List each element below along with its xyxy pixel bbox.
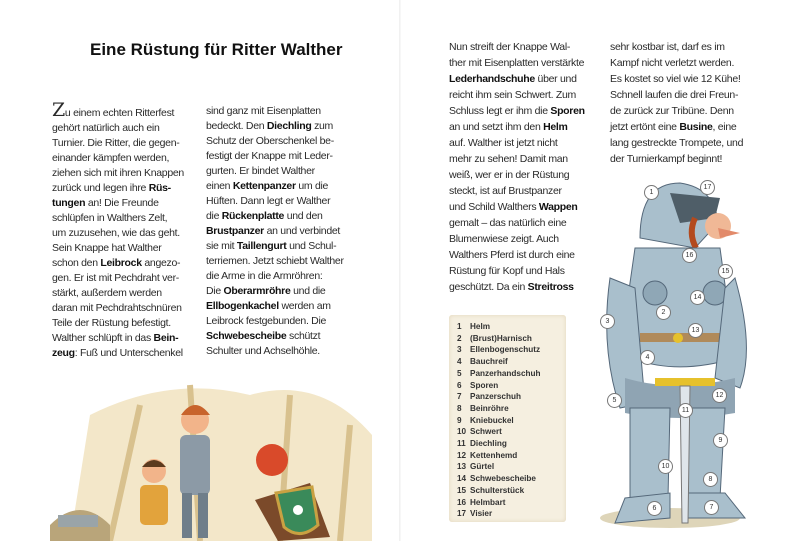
text-line [206, 344, 344, 359]
text-segment: Es kostet so viel wie 12 Kühe! [610, 73, 741, 85]
text-line [52, 196, 184, 211]
text-segment: schon den [52, 257, 101, 269]
legend-number: 3 [457, 345, 462, 355]
text-line [610, 151, 743, 167]
text-segment: u einem echten Ritterfest [64, 107, 175, 119]
legend-item [457, 426, 566, 438]
callout-number: 6 [647, 501, 662, 516]
legend-label: Schwebescheibe [470, 474, 536, 484]
text-line [52, 136, 184, 151]
callout-number: 1 [644, 185, 659, 200]
text-segment: werden am [278, 300, 331, 312]
bold-term: Helm [543, 121, 568, 133]
callout-number: 10 [658, 459, 673, 474]
text-line [52, 316, 184, 331]
text-segment: geschützt. Da ein [449, 281, 528, 293]
armor-parts-legend [449, 315, 566, 522]
text-line [610, 71, 743, 87]
legend-number: 4 [457, 357, 462, 367]
legend-label: Bauchreif [470, 357, 508, 367]
text-line [52, 99, 184, 121]
text-line [206, 314, 344, 329]
legend-item [457, 333, 566, 345]
text-line [206, 164, 344, 179]
bold-term: Leibrock [100, 257, 142, 269]
callout-number: 4 [640, 350, 655, 365]
legend-number: 1 [457, 322, 462, 331]
bold-term: Diechling [266, 120, 312, 132]
bold-term: Lederhandschuhe [449, 73, 535, 85]
text-line [449, 151, 585, 167]
text-segment: Blumenwiese zeigt. Auch [449, 233, 559, 245]
text-segment: die Arme in die Armröhren: [206, 270, 323, 282]
text-segment: mehr zu sehen! Damit man [449, 153, 568, 165]
bold-term: Streitross [527, 281, 574, 293]
text-line [52, 331, 184, 346]
text-segment: bedeckt. Den [206, 120, 267, 132]
text-segment: der Turnierkampf beginnt! [610, 153, 723, 165]
text-line [206, 194, 344, 209]
text-line [52, 121, 184, 136]
text-line [52, 256, 184, 271]
bold-term: Rüs- [148, 182, 171, 194]
text-segment: Schutz der Oberschenkel be- [206, 135, 334, 147]
legend-number: 8 [457, 403, 462, 413]
text-line [610, 55, 743, 71]
text-line [449, 87, 585, 103]
text-segment: zurück und legen ihre [52, 182, 149, 194]
text-segment: terriemen. Jetzt schiebt Walther [206, 255, 344, 267]
text-line [206, 269, 344, 284]
text-line [206, 134, 344, 149]
text-line [206, 239, 344, 254]
text-segment: Sein Knappe hat Walther [52, 242, 162, 254]
legend-item [457, 497, 566, 509]
legend-number: 12 [457, 450, 467, 460]
legend-label: Beinröhre [470, 403, 509, 413]
text-line [449, 231, 585, 247]
legend-number: 6 [457, 380, 462, 390]
text-segment: und Schild Walthers [449, 201, 539, 213]
text-line [52, 301, 184, 316]
legend-label: Panzerschuh [470, 392, 521, 402]
legend-item [457, 368, 566, 380]
text-line [206, 299, 344, 314]
callout-number: 3 [600, 314, 615, 329]
text-line [52, 166, 184, 181]
legend-item [457, 473, 566, 485]
text-segment: Die [206, 285, 224, 297]
text-segment: und den [284, 210, 323, 222]
text-line [449, 71, 585, 87]
legend-label: Kniebuckel [470, 415, 514, 425]
text-segment: angezo- [141, 257, 181, 269]
text-segment: um zuzusehen, wie das geht. [52, 227, 180, 239]
text-line [610, 87, 743, 103]
text-segment: Leibrock festgebunden. Die [206, 315, 327, 327]
page-gutter [399, 0, 401, 541]
text-line [449, 103, 585, 119]
callout-number: 15 [718, 264, 733, 279]
text-line [449, 199, 585, 215]
page-title: Eine Rüstung für Ritter Walther [90, 40, 343, 59]
legend-item [457, 438, 566, 450]
text-line [449, 279, 585, 295]
text-segment: sie mit [206, 240, 237, 252]
legend-number: 11 [457, 439, 466, 449]
text-line [52, 181, 184, 196]
legend-label: Helm [470, 322, 491, 331]
text-segment: einander kämpfen werden, [52, 152, 170, 164]
text-line [52, 241, 184, 256]
text-segment: auf. Walther ist jetzt nicht [449, 137, 558, 149]
callout-number: 2 [656, 305, 671, 320]
text-segment: gen. Er ist mit Pechdraht ver- [52, 272, 179, 284]
legend-item [457, 344, 566, 356]
legend-label: Visier [470, 509, 493, 519]
legend-item [457, 403, 566, 415]
bold-term: Rückenplatte [221, 210, 285, 222]
text-segment: zum [311, 120, 334, 132]
text-line [610, 119, 743, 135]
text-column-4 [610, 39, 743, 167]
text-segment: über und [534, 73, 577, 85]
legend-item [457, 508, 566, 520]
text-line [52, 271, 184, 286]
callout-number: 5 [607, 393, 622, 408]
legend-label: (Brust)Harnisch [470, 333, 532, 343]
text-segment: gehört natürlich auch ein [52, 122, 160, 134]
legend-label: Schulterstück [470, 485, 525, 495]
legend-item [457, 415, 566, 427]
bold-term: Kettenpanzer [232, 180, 296, 192]
text-segment: Rüstung für Kopf und Hals [449, 265, 565, 277]
legend-number: 10 [457, 427, 467, 437]
drop-cap: Z [52, 99, 65, 121]
legend-item [457, 391, 566, 403]
text-segment: und die [290, 285, 326, 297]
text-line [206, 254, 344, 269]
text-line [52, 286, 184, 301]
legend-item [457, 461, 566, 473]
text-segment: Hüften. Dann legt er Walther [206, 195, 331, 207]
callout-number: 11 [678, 403, 693, 418]
legend-label: Schwert [470, 427, 502, 437]
text-segment: Schnell laufen die drei Freun- [610, 89, 739, 101]
text-segment: Kampf nicht verletzt werden. [610, 57, 735, 69]
text-line [449, 247, 585, 263]
text-line [610, 39, 743, 55]
legend-item [457, 485, 566, 497]
text-segment: die [206, 210, 222, 222]
legend-number: 16 [457, 497, 467, 507]
bold-term: Sporen [550, 105, 585, 117]
text-segment: Walthers Pferd ist durch eine [449, 249, 575, 261]
text-column-3 [449, 39, 585, 295]
text-line [449, 215, 585, 231]
text-line [52, 211, 184, 226]
text-line [206, 284, 344, 299]
callout-number: 8 [703, 472, 718, 487]
bold-term: Oberarmröhre [223, 285, 291, 297]
legend-item [457, 380, 566, 392]
legend-label: Sporen [470, 380, 499, 390]
text-segment: stärkt, außerdem werden [52, 287, 162, 299]
legend-label: Ellenbogenschutz [470, 345, 541, 355]
text-segment: um die [295, 180, 329, 192]
legend-item [457, 356, 566, 368]
legend-number: 17 [457, 509, 467, 519]
text-line [52, 151, 184, 166]
text-segment: einen [206, 180, 233, 192]
legend-label: Panzerhandschuh [470, 368, 541, 378]
text-segment: reicht ihm sein Schwert. Zum [449, 89, 576, 101]
bold-term: tungen [52, 197, 86, 209]
text-line [610, 103, 743, 119]
legend-label: Gürtel [470, 462, 495, 472]
callout-number: 14 [690, 290, 705, 305]
text-line [449, 135, 585, 151]
text-line [206, 179, 344, 194]
callout-number: 17 [700, 180, 715, 195]
bold-term: Schwebescheibe [206, 330, 287, 342]
text-segment: an und verbindet [263, 225, 341, 237]
bold-term: Taillengurt [236, 240, 287, 252]
tent-scene-illustration [50, 375, 372, 541]
legend-number: 7 [457, 392, 462, 402]
text-line [449, 119, 585, 135]
text-line [206, 104, 344, 119]
text-segment: Teile der Rüstung befestigt. [52, 317, 171, 329]
text-line [449, 39, 585, 55]
text-segment: ziehen sich mit ihren Knappen [52, 167, 184, 179]
text-segment: ther mit Eisenplatten verstärkte [449, 57, 585, 69]
legend-label: Diechling [470, 439, 507, 449]
text-line [610, 135, 743, 151]
knight-armor-illustration [600, 178, 760, 533]
legend-number: 15 [457, 485, 467, 495]
text-segment: an! Die Freunde [85, 197, 159, 209]
text-segment: Nun streift der Knappe Wal- [449, 41, 571, 53]
text-segment: und Schul- [286, 240, 337, 252]
text-segment: schlüpfen in Walthers Zelt, [52, 212, 168, 224]
text-segment: jetzt ertönt eine [610, 121, 680, 133]
text-segment: Turnier. Die Ritter, die gegen- [52, 137, 180, 149]
legend-label: Kettenhemd [470, 450, 518, 460]
callout-number: 13 [688, 323, 703, 338]
text-segment: , eine [712, 121, 737, 133]
text-line [206, 224, 344, 239]
text-segment: de zurück zur Tribüne. Denn [610, 105, 734, 117]
text-segment: gemalt – das natürlich eine [449, 217, 567, 229]
text-segment: daran mit Pechdrahtschnüren [52, 302, 182, 314]
text-segment: Schluss legt er ihm die [449, 105, 551, 117]
legend-item [457, 321, 566, 333]
text-segment: steckt, ist auf Brustpanzer [449, 185, 562, 197]
legend-number: 2 [457, 333, 462, 343]
text-line [449, 55, 585, 71]
callout-number: 16 [682, 248, 697, 263]
bold-term: Brustpanzer [206, 225, 264, 237]
legend-label: Helmbart [470, 497, 506, 507]
text-segment: : Fuß und Unterschenkel [74, 347, 183, 359]
text-column-1 [52, 99, 184, 361]
legend-number: 14 [457, 474, 467, 484]
text-column-2 [206, 104, 344, 359]
text-segment: weiß, wer er in der Rüstung [449, 169, 570, 181]
text-segment: lang gestreckte Trompete, und [610, 137, 744, 149]
text-segment: schützt [286, 330, 321, 342]
text-line [52, 226, 184, 241]
text-segment: Walther schlüpft in das [52, 332, 154, 344]
text-line [449, 183, 585, 199]
text-segment: festigt der Knappe mit Leder- [206, 150, 333, 162]
text-segment: sind ganz mit Eisenplatten [206, 105, 321, 117]
text-line [206, 329, 344, 344]
legend-number: 5 [457, 368, 462, 378]
text-segment: an und setzt ihm den [449, 121, 544, 133]
bold-term: Busine [679, 121, 713, 133]
bold-term: Wappen [538, 201, 578, 213]
bold-term: zeug [52, 347, 75, 359]
callout-number: 9 [713, 433, 728, 448]
legend-item [457, 450, 566, 462]
legend-number: 13 [457, 462, 467, 472]
text-line [206, 209, 344, 224]
text-line [206, 149, 344, 164]
legend-number: 9 [457, 415, 462, 425]
callout-number: 7 [704, 500, 719, 515]
text-segment: Schulter und Achselhöhle. [206, 345, 320, 357]
callout-number: 12 [712, 388, 727, 403]
text-line [52, 346, 184, 361]
text-line [449, 263, 585, 279]
text-line [449, 167, 585, 183]
bold-term: Ellbogenkachel [206, 300, 279, 312]
text-line [206, 119, 344, 134]
bold-term: Bein- [153, 332, 179, 344]
text-segment: sehr kostbar ist, darf es im [610, 41, 725, 53]
text-segment: gurten. Er bindet Walther [206, 165, 315, 177]
